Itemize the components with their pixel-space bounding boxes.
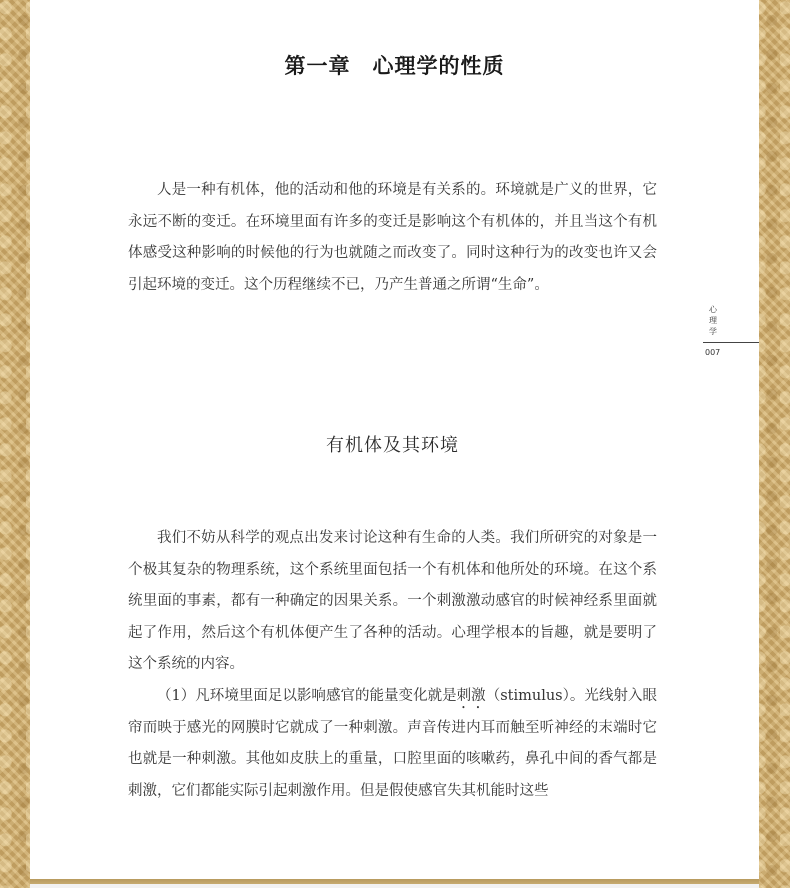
- running-head-char: 心: [709, 305, 717, 314]
- chapter-title: 第一章 心理学的性质: [284, 53, 505, 78]
- section-title: 有机体及其环境: [326, 435, 459, 456]
- body-paragraph-stimulus: [128, 681, 657, 807]
- paragraph-text-before: （1）凡环境里面足以影响感官的能量变化就是: [157, 688, 457, 704]
- emphasized-term: 刺激: [456, 688, 486, 704]
- running-head-char: 理: [709, 316, 717, 325]
- running-head-char: 学: [709, 327, 717, 336]
- running-head-rule: [703, 342, 759, 343]
- body-paragraph: 我们不妨从科学的观点出发来讨论这种有生命的人类。我们所研究的对象是一个极其复杂的物理系统，这个系统里面包括一个有机体和他所处的环境。在这个系统里面的事素，都有一种确定的因果关系。一个刺激激动感官的时候神经系里面就起了作用，然后这个有机体便产生了各种的活动。心理学根本的旨趣，就是要明了这个系统的内容。: [128, 530, 657, 673]
- page-number: 007: [705, 348, 721, 357]
- intro-paragraph: 人是一种有机体，他的活动和他的环境是有关系的。环境就是广义的世界，它永远不断的变迁。在环境里面有许多的变迁是影响这个有机体的，并且当这个有机体感受这种影响的时候他的行为也就随之而改变了。同时这种行为的改变也许又会引起环境的变迁。这个历程继续不已，乃产生普通之所谓“生命”。: [128, 182, 657, 293]
- running-head: [703, 304, 723, 337]
- paragraph-text-after: （stimulus）。光线射入眼帘而映于感光的网膜时它就成了一种刺激。声音传进内耳而触至听神经的末端时它也就是一种刺激。其他如皮肤上的重量，口腔里面的咳嗽药，鼻孔中间的香气都是刺激，它们都能实际引起刺激作用。但是假使感官失其机能时这些: [128, 688, 658, 799]
- book-page: [30, 0, 759, 879]
- next-page-edge: [30, 884, 759, 888]
